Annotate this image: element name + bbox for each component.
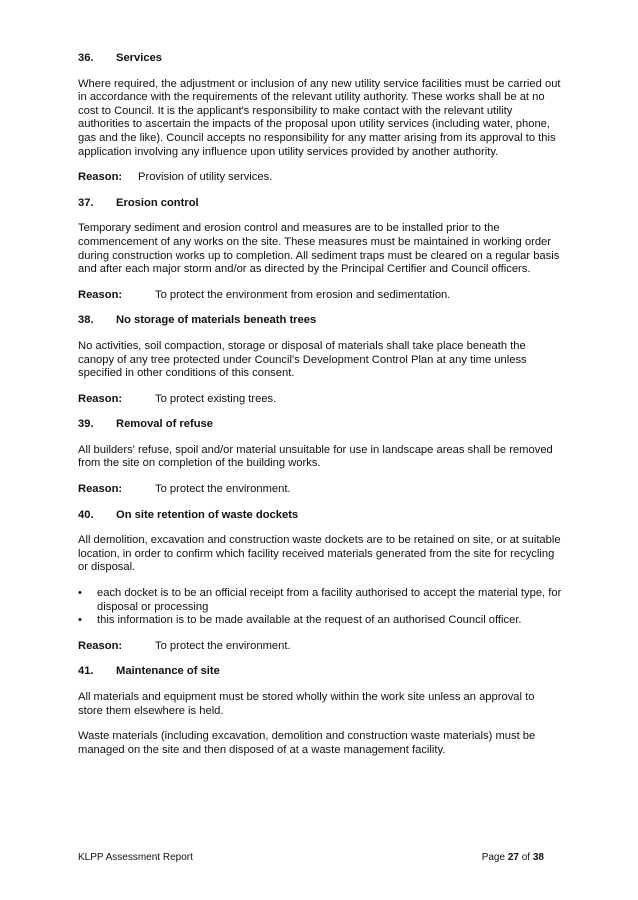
bullet-icon: •: [78, 614, 82, 627]
section-41: [78, 665, 562, 757]
section-number: 40.: [78, 508, 94, 521]
section-39: [78, 418, 562, 496]
reason-label: Reason:: [78, 483, 123, 496]
section-title: Maintenance of site: [116, 665, 220, 678]
section-heading: [78, 314, 562, 328]
section-reason: [78, 289, 562, 303]
footer-report-name: KLPP Assessment Report: [78, 852, 193, 863]
reason-text: To protect the environment from erosion and sedimentation.: [155, 288, 451, 301]
section-reason: [78, 393, 562, 407]
page-word: Page: [481, 852, 506, 863]
reason-text: To protect existing trees.: [155, 392, 277, 405]
page-footer: [78, 852, 544, 863]
reason-text: Provision of utility services.: [138, 171, 273, 184]
list-item: [78, 614, 562, 628]
section-heading: [78, 509, 562, 523]
of-word: of: [521, 852, 531, 863]
page-counter: [482, 852, 544, 863]
section-reason: [78, 171, 562, 185]
section-body: Where required, the adjustment or inclusion of any new utility service facilities must be carried out in accordance with the requirements of the relevant utility authority. These works shall be at no cost to Council. It is the applicant's responsibility to make contact with the relevant utility authorities to ascertain the impacts of the proposal upon utility services (including water, phone, gas and the like). Council accepts no responsibility for any matter arising from its approval to this application involving any influence upon utility services provided by another authority.: [78, 77, 561, 158]
section-body: All builders' refuse, spoil and/or material unsuitable for use in landscape areas shall be removed from the site on completion of the building works.: [78, 443, 553, 470]
section-body: All demolition, excavation and construction waste dockets are to be retained on site, or at suitable location, in order to confirm which facility received materials generated from the site for recycling or disposal.: [78, 534, 561, 574]
section-title: No storage of materials beneath trees: [116, 314, 317, 327]
reason-text: To protect the environment.: [155, 639, 291, 652]
section-title: Services: [116, 52, 163, 64]
list-item-text: this information is to be made available at the request of an authorised Council officer.: [97, 614, 522, 627]
section-reason: [78, 483, 562, 497]
section-title: On site retention of waste dockets: [116, 508, 299, 521]
reason-label: Reason:: [78, 288, 123, 301]
section-body: Temporary sediment and erosion control and measures are to be installed prior to the commencement of any works on the site. These measures must be maintained in working order during construction works up to completion. All sediment traps must be cleared on a regular basis and after each major storm and/or as directed by the Principal Certifier and Council officers.: [78, 222, 560, 276]
page-total: 38: [532, 852, 544, 863]
bullet-list: [78, 587, 562, 628]
bullet-icon: •: [78, 587, 82, 600]
section-number: 39.: [78, 418, 94, 431]
section-36: [78, 52, 562, 185]
section-title: Erosion control: [116, 196, 199, 209]
list-item: [78, 587, 562, 614]
section-38: [78, 314, 562, 406]
section-40: [78, 509, 562, 654]
list-item-text: each docket is to be an official receipt from a facility authorised to accept the material type, for disposal or processing: [97, 587, 562, 613]
section-number: 38.: [78, 314, 94, 327]
section-number: 41.: [78, 665, 94, 678]
section-body-2: Waste materials (including excavation, demolition and construction waste materials) must be managed on the site and then disposed of at a waste management facility.: [78, 730, 536, 756]
page-number: 27: [507, 852, 519, 863]
section-number: 36.: [78, 52, 94, 64]
section-reason: [78, 640, 562, 654]
reason-label: Reason:: [78, 392, 123, 405]
section-number: 37.: [78, 196, 94, 209]
section-heading: [78, 197, 562, 211]
section-37: [78, 197, 562, 303]
reason-label: Reason:: [78, 639, 123, 652]
section-body: No activities, soil compaction, storage or disposal of materials shall take place beneath the canopy of any tree protected under Council's Development Control Plan at any time unless specified in other conditions of this consent.: [78, 339, 527, 380]
reason-text: To protect the environment.: [155, 483, 291, 496]
section-title: Removal of refuse: [116, 418, 213, 431]
document-page: [78, 52, 562, 769]
section-heading: [78, 665, 562, 679]
section-heading: [78, 418, 562, 432]
section-heading: [78, 52, 562, 66]
section-body: All materials and equipment must be stored wholly within the work site unless an approval to store them elsewhere is held.: [78, 691, 535, 717]
reason-label: Reason:: [78, 171, 123, 184]
